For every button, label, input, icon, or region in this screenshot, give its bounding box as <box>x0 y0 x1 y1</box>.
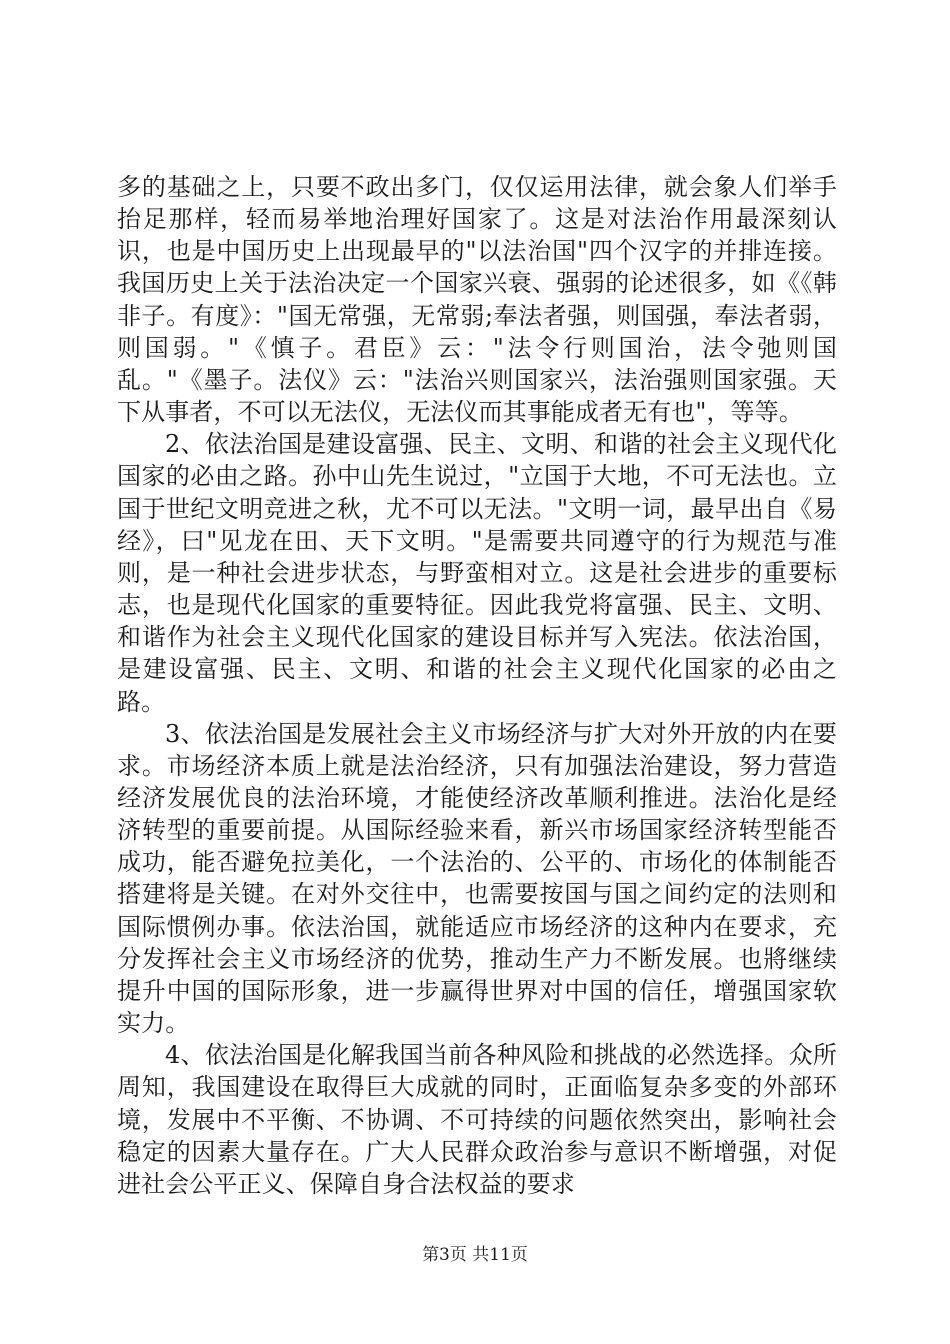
page-number-footer: 第3页 共11页 <box>422 1245 528 1265</box>
paragraph-point-4: 4、依法治国是化解我国当前各种风险和挑战的必然选择。众所周知，我国建设在取得巨大成就的同时，正面临复杂多变的外部环境，发展中不平衡、不协调、不可持续的问题依然突出，影响社会稳定的因素大量存在。广大人民群众政治参与意识不断增强，对促进社会公平正义、保障自身合法权益的要求 <box>117 1041 837 1198</box>
body-text <box>117 171 837 1200</box>
paragraph-point-2: 2、依法治国是建设富强、民主、文明、和谐的社会主义现代化国家的必由之路。孙中山先生说过，"立国于大地，不可无法也。立国于世纪文明竞进之秋，尤不可以无法。"文明一词，最早出自《易经》，曰"见龙在田、天下文明。"是需要共同遵守的行为规范与准则，是一种社会进步状态，与野蛮相对立。这是社会进步的重要标志，也是现代化国家的重要特征。因此我党将富强、民主、文明、和谐作为社会主义现代化国家的建设目标并写入宪法。依法治国，是建设富强、民主、文明、和谐的社会主义现代化国家的必由之路。 <box>117 430 837 716</box>
paragraph-point-3: 3、依法治国是发展社会主义市场经济与扩大对外开放的内在要求。市场经济本质上就是法治经济，只有加强法治建设，努力营造经济发展优良的法治环境，才能使经济改革顺利推进。法治化是经济转型的重要前提。从国际经验来看，新兴市场国家经济转型能否成功，能否避免拉美化，一个法治的、公平的、市场化的体制能否搭建将是关键。在对外交往中，也需要按国与国之间约定的法则和国际惯例办事。依法治国，就能适应市场经济的这种内在要求，充分发挥社会主义市场经济的优势，推动生产力不断发展。也將继续提升中国的国际形象，进一步赢得世界对中国的信任，增强国家软实力。 <box>117 719 837 1038</box>
paragraph-continuation: 多的基础之上，只要不政出多门，仅仅运用法律，就会象人们举手抬足那样，轻而易举地治理好国家了。这是对法治作用最深刻认识，也是中国历史上出现最早的"以法治国"四个汉字的并排连接。我国历史上关于法治决定一个国家兴衰、强弱的论述很多，如《《韩非子。有度》："国无常强，无常弱;奉法者强，则国强，奉法者弱，则国弱。"《慎子。君臣》云："法令行则国治，法令弛则国乱。"《墨子。法仪》云："法治兴则国家兴，法治强则国家强。天下从事者，不可以无法仪，无法仪而其事能成者无有也"，等等。 <box>117 173 837 427</box>
